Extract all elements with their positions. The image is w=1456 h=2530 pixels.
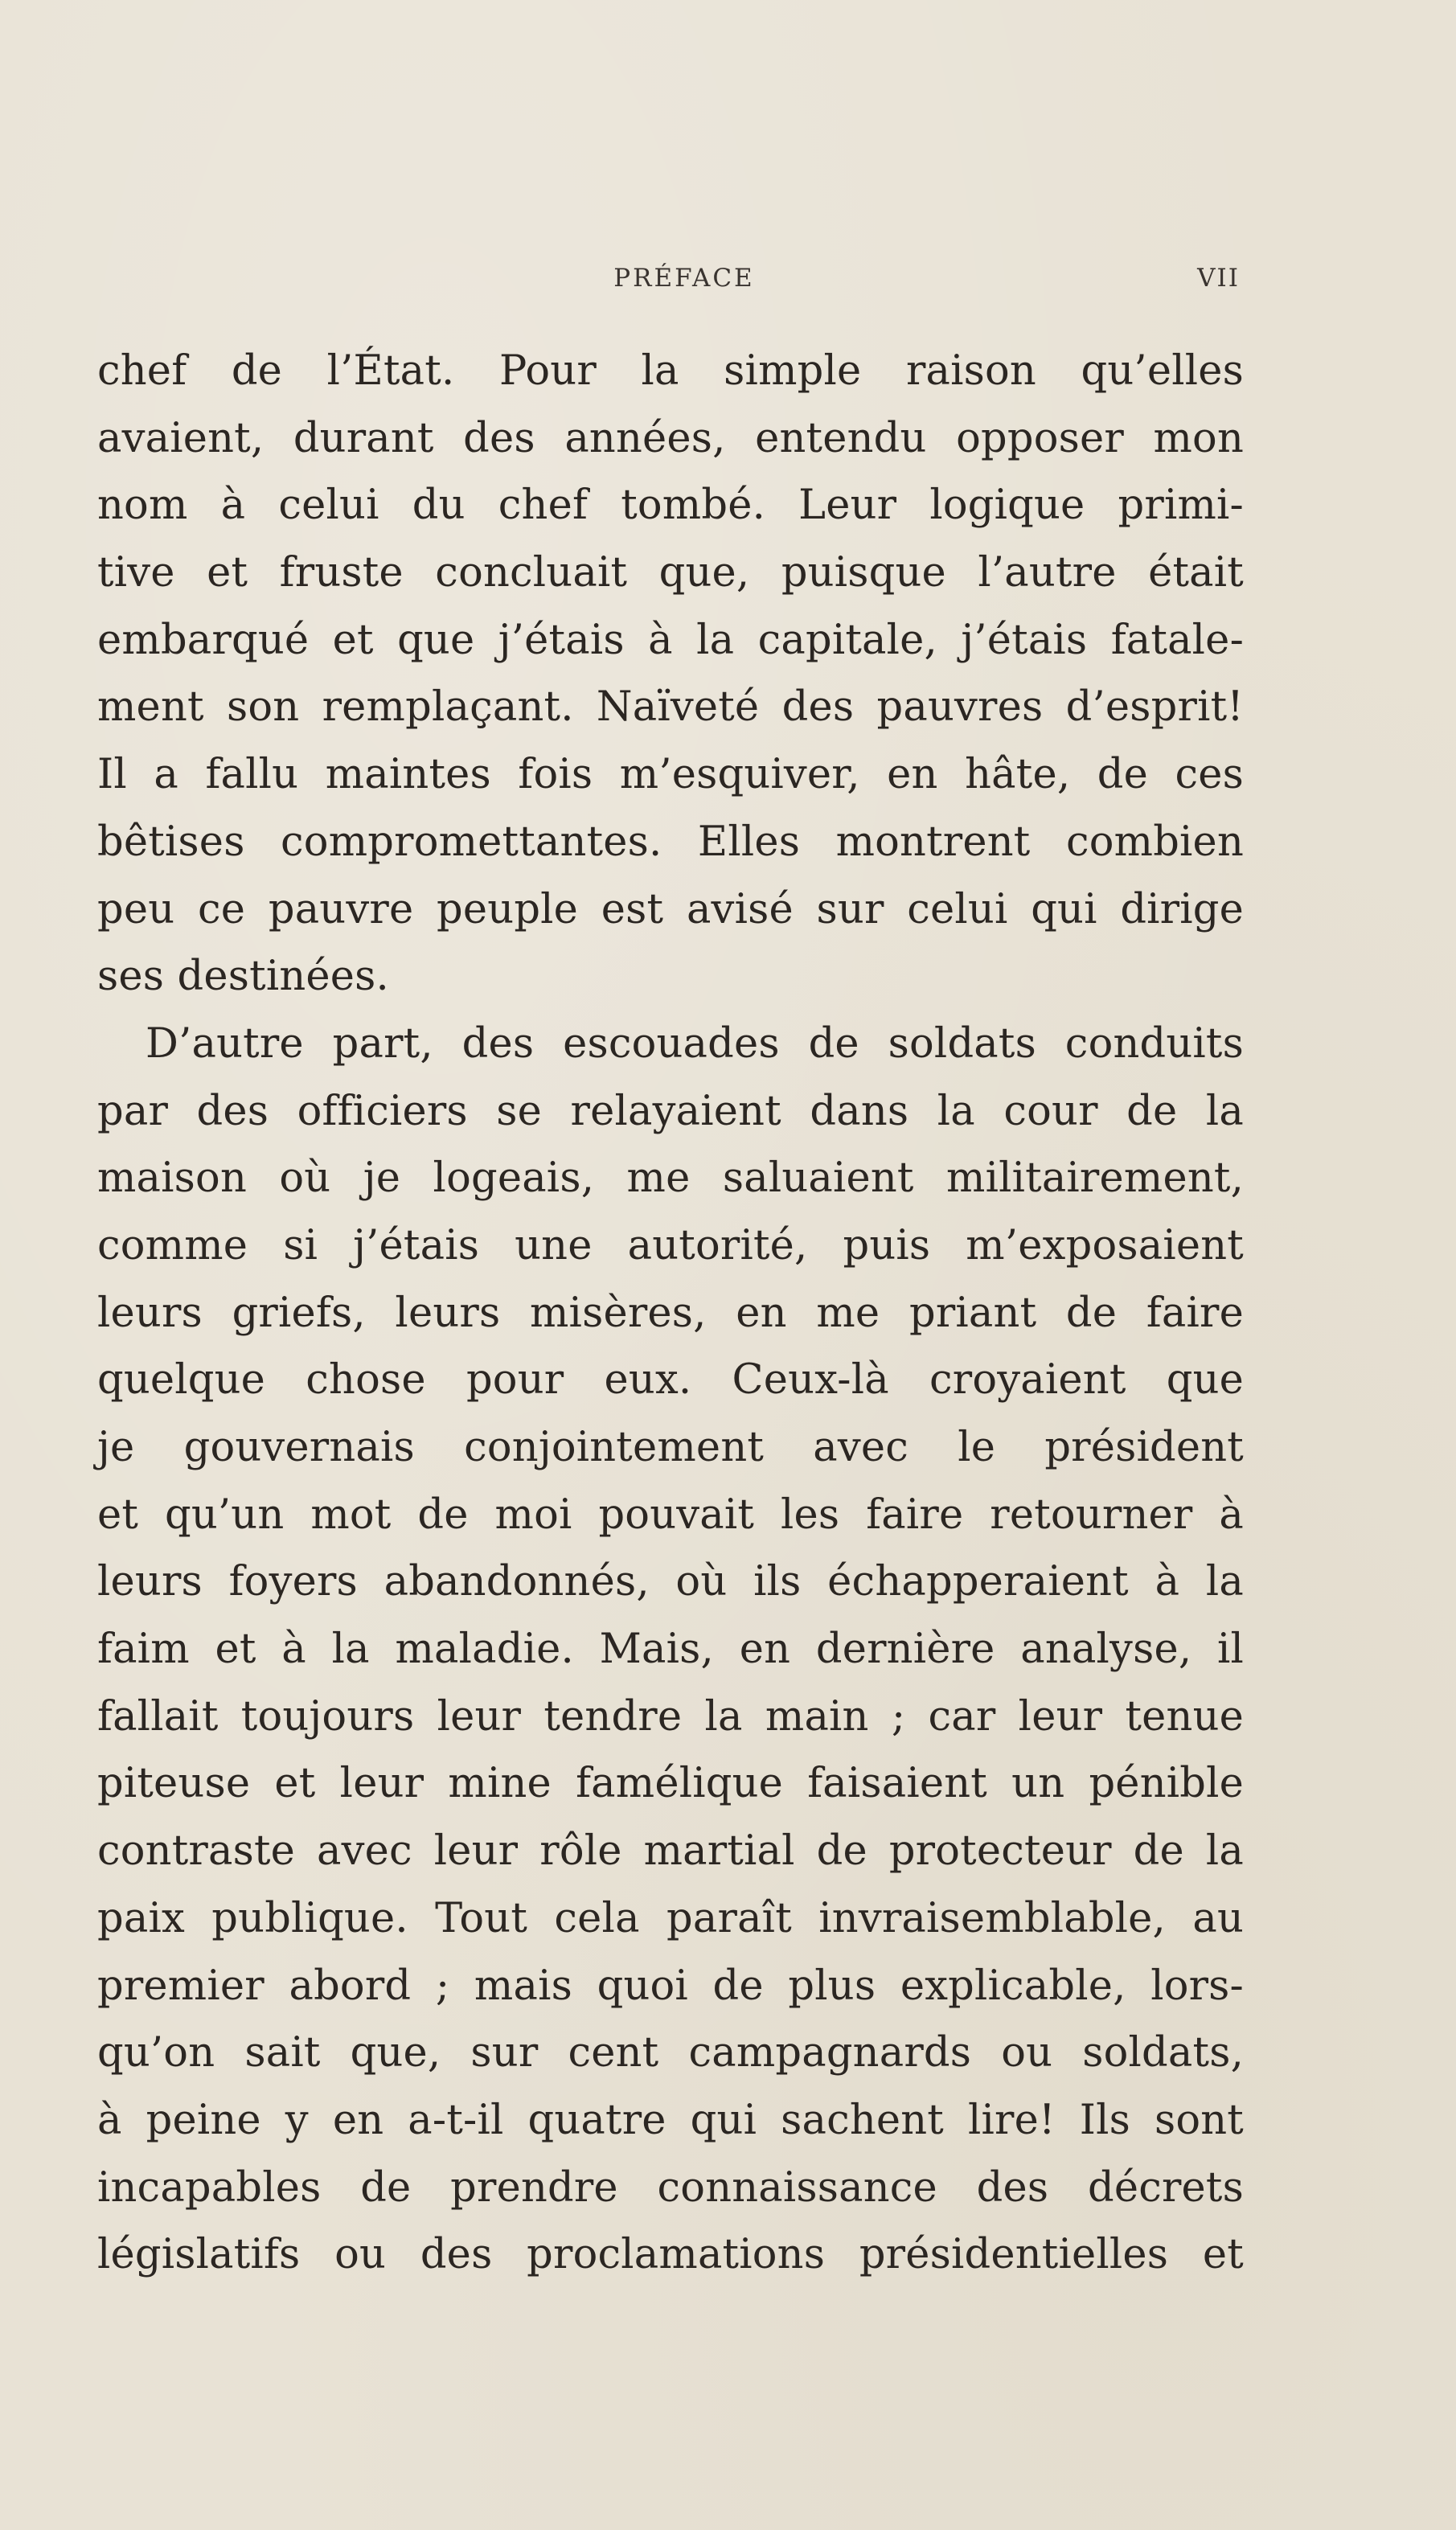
text-line-1: chef de l’État. Pour la simple raison qu’elles xyxy=(97,347,1244,395)
text-line-28: incapables de prendre connaissance des décrets xyxy=(97,2163,1244,2212)
text-line-3: nom à celui du chef tombé. Leur logique primi- xyxy=(97,482,1244,530)
text-line-22: piteuse et leur mine famélique faisaient un pénible xyxy=(97,1760,1244,1808)
text-line-26: qu’on sait que, sur cent campagnards ou soldats, xyxy=(97,2029,1244,2077)
text-line-17: je gouvernais conjointement avec le président xyxy=(97,1424,1244,1471)
text-line-14: comme si j’étais une autorité, puis m’exposaient xyxy=(97,1221,1244,1269)
text-line-10: ses destinées. xyxy=(97,953,389,1001)
text-line-19: leurs foyers abandonnés, où ils échapperaient à la xyxy=(97,1558,1244,1606)
text-line-23: contraste avec leur rôle martial de protecteur de la xyxy=(97,1827,1244,1876)
text-line-11: D’autre part, des escouades de soldats conduits xyxy=(146,1019,1244,1068)
text-line-24: paix publique. Tout cela paraît invraisemblable, au xyxy=(97,1894,1244,1942)
text-line-20: faim et à la maladie. Mais, en dernière analyse, il xyxy=(97,1626,1244,1674)
page-number: VII xyxy=(1197,264,1240,293)
text-line-27: à peine y en a-t-il quatre qui sachent lire! Ils sont xyxy=(97,2096,1244,2144)
running-head xyxy=(129,259,1240,297)
text-line-7: Il a fallu maintes fois m’esquiver, en hâte, de ces xyxy=(97,751,1244,799)
text-line-5: embarqué et que j’étais à la capitale, j’étais fatale- xyxy=(97,616,1244,664)
text-line-15: leurs griefs, leurs misères, en me priant de faire xyxy=(97,1289,1244,1337)
text-line-21: fallait toujours leur tendre la main ; car leur tenue xyxy=(97,1692,1244,1741)
text-line-12: par des officiers se relayaient dans la cour de la xyxy=(97,1087,1244,1135)
running-title: PRÉFACE xyxy=(613,264,755,293)
text-line-29: législatifs ou des proclamations présidentielles et xyxy=(97,2231,1244,2279)
text-line-18: et qu’un mot de moi pouvait les faire retourner à xyxy=(97,1491,1244,1539)
body-text xyxy=(97,338,1244,2289)
text-line-6: ment son remplaçant. Naïveté des pauvres d’esprit! xyxy=(97,683,1244,732)
text-line-13: maison où je logeais, me saluaient militairement, xyxy=(97,1154,1244,1203)
text-line-16: quelque chose pour eux. Ceux-là croyaient que xyxy=(97,1356,1244,1404)
text-line-9: peu ce pauvre peuple est avisé sur celui qui dirige xyxy=(97,885,1244,933)
text-line-8: bêtises compromettantes. Elles montrent combien xyxy=(97,818,1244,866)
text-line-2: avaient, durant des années, entendu opposer mon xyxy=(97,414,1244,462)
text-line-25: premier abord ; mais quoi de plus explicable, lors- xyxy=(97,1962,1244,2010)
text-line-4: tive et fruste concluait que, puisque l’autre était xyxy=(97,549,1244,597)
